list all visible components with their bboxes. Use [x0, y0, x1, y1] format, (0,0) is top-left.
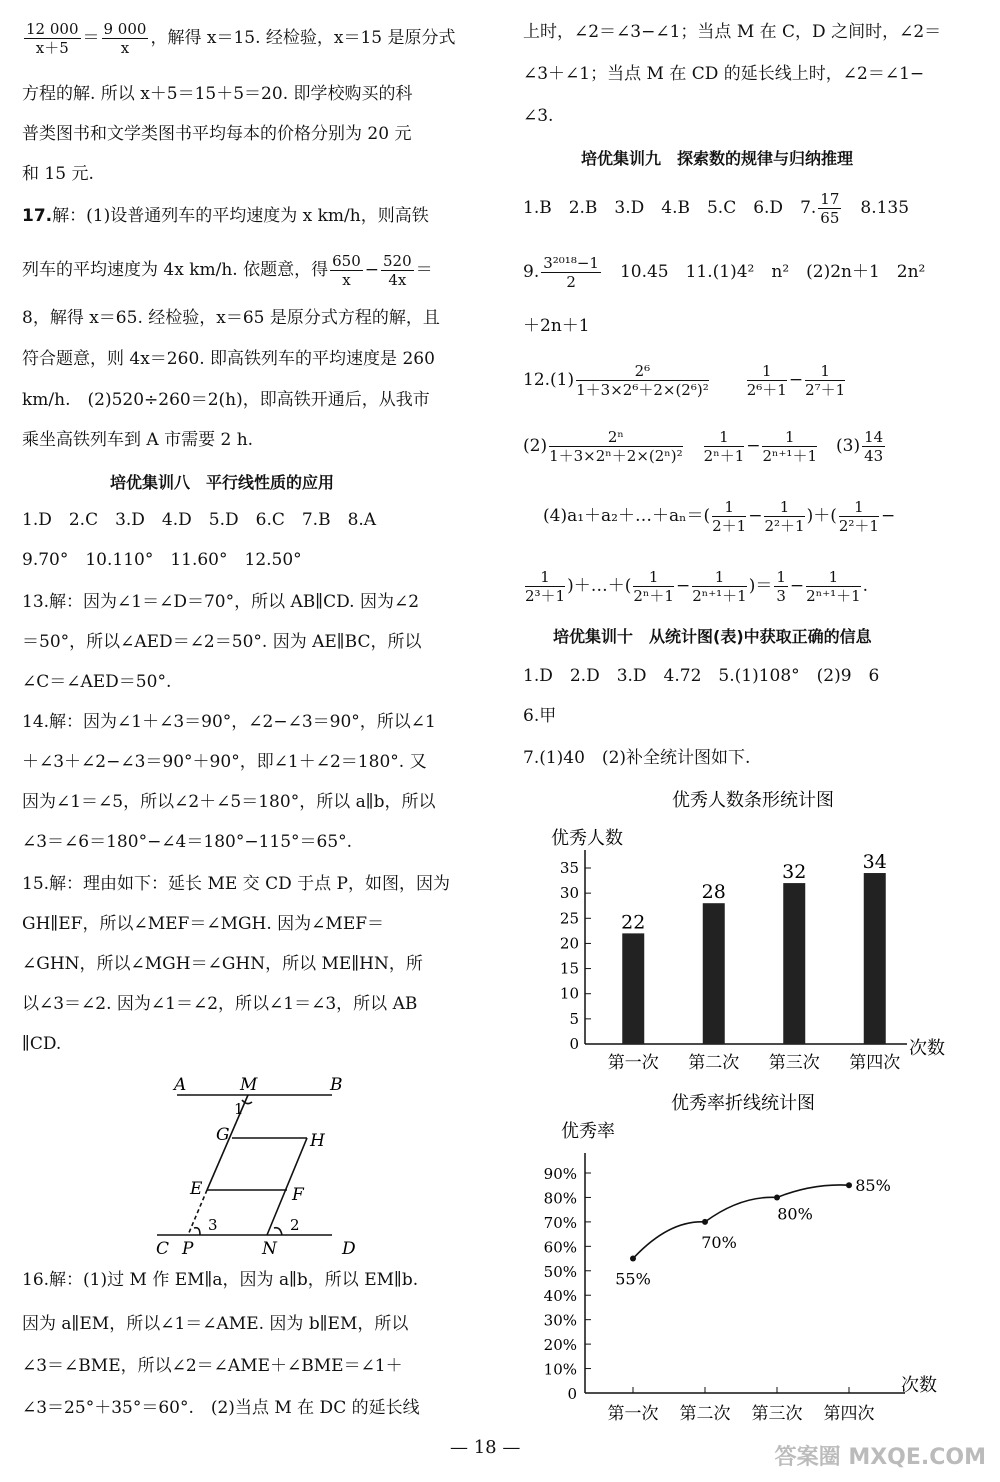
- answer-line: 6.甲: [523, 706, 557, 726]
- fraction: $\frac{\text{3²⁰¹⁸−1}}{2}$: [543, 254, 599, 291]
- text-line: 上时，∠2＝∠3−∠1；当点 M 在 C，D 之间时，∠2＝: [523, 22, 942, 42]
- point-label-p: P: [182, 1239, 194, 1259]
- y-tick-label: 0: [567, 1385, 577, 1403]
- q12-line: (2) $\frac{\text{2ⁿ}}{\text{1＋3×2ⁿ＋2×(2ⁿ)²}}$ $\frac{1}{\text{2ⁿ＋1}}$ − $\frac{1}{\text{2ⁿ⁺¹＋1}}$ (3) $\frac{14}{43}$: [523, 428, 884, 465]
- y-axis-label: 优秀率: [561, 1121, 615, 1142]
- fraction: $\frac{1}{\text{2ⁿ＋1}}$: [703, 428, 745, 465]
- fraction: $\frac{9 000}{x}$: [103, 20, 147, 57]
- parallel-lines-figure: [152, 1070, 372, 1260]
- y-tick-label: 5: [569, 1009, 579, 1028]
- y-tick-label: 0: [569, 1035, 579, 1053]
- q15-line: ∥CD.: [22, 1034, 62, 1054]
- chart-title: 优秀率折线统计图: [671, 1093, 815, 1114]
- angle-label-1: 1: [234, 1100, 244, 1118]
- bar: [783, 883, 805, 1044]
- y-axis-label: 优秀人数: [551, 828, 623, 849]
- x-tick-label: 第三次: [751, 1404, 803, 1424]
- x-tick-label: 第二次: [688, 1053, 740, 1073]
- x-tick-label: 第四次: [849, 1053, 901, 1073]
- y-tick-label: 80%: [543, 1189, 577, 1208]
- q15-line: 以∠3＝∠2. 因为∠1＝∠2，所以∠1＝∠3，所以 AB: [22, 994, 418, 1014]
- fraction: $\frac{1}{\text{2²＋1}}$: [764, 498, 805, 535]
- data-point: [702, 1219, 708, 1225]
- y-tick-label: 70%: [543, 1213, 577, 1232]
- x-tick-label: 第一次: [607, 1053, 659, 1073]
- bar: [622, 933, 644, 1044]
- fraction: $\frac{1}{\text{2²＋1}}$: [838, 498, 879, 535]
- answer-line: 1.D 2.C 3.D 4.D 5.D 6.C 7.B 8.A: [22, 510, 377, 530]
- bar-value-label: 34: [862, 851, 887, 874]
- fraction: $\frac{1}{\text{2ⁿ⁺¹＋1}}$: [762, 428, 817, 465]
- y-tick-label: 20%: [543, 1336, 577, 1355]
- bar-value-label: 28: [701, 881, 726, 904]
- bar: [864, 873, 886, 1044]
- y-tick-label: 25: [559, 909, 579, 928]
- y-tick-label: 35: [559, 859, 579, 877]
- section-heading-9: 培优集训九 探索数的规律与归纳推理: [581, 149, 854, 168]
- data-label: 55%: [615, 1269, 651, 1289]
- q13-line: 13.解：因为∠1＝∠D＝70°，所以 AB∥CD. 因为∠2: [22, 592, 420, 612]
- bar-value-label: 32: [782, 861, 807, 884]
- q17-line: km/h. (2)520÷260＝2(h)，即高铁开通后，从我市: [22, 390, 430, 410]
- fraction: $\frac{12 000}{x+5}$: [26, 20, 79, 57]
- section-heading-10: 培优集训十 从统计图(表)中获取正确的信息: [553, 627, 872, 646]
- x-axis-label: 次数: [901, 1375, 937, 1396]
- data-point: [630, 1256, 636, 1262]
- data-label: 70%: [701, 1232, 737, 1252]
- section-heading-8: 培优集训八 平行线性质的应用: [110, 473, 335, 492]
- q14-line: 因为∠1＝∠5，所以∠2＋∠5＝180°，所以 a∥b，所以: [22, 792, 436, 812]
- q14-line: ∠3＝∠6＝180°−∠4＝180°−115°＝65°.: [22, 832, 353, 852]
- angle-2-arc: [274, 1228, 282, 1235]
- q16-line: 因为 a∥EM，所以∠1＝∠AME. 因为 b∥EM，所以: [22, 1314, 409, 1334]
- x-tick-label: 第二次: [679, 1404, 731, 1424]
- angle-3-arc: [194, 1228, 200, 1235]
- answer-line: 7.(1)40 (2)补全统计图如下.: [523, 748, 751, 768]
- point-label-m: M: [240, 1075, 258, 1095]
- x-tick-label: 第四次: [823, 1404, 875, 1424]
- q14-line: ＋∠3＋∠2−∠3＝90°＋90°，即∠1＋∠2＝180°. 又: [22, 752, 427, 772]
- text-line: ∠3.: [523, 106, 554, 126]
- y-tick-label: 30: [559, 884, 579, 903]
- text-line: 方程的解. 所以 x＋5＝15＋5＝20. 即学校购买的科: [22, 84, 413, 104]
- point-label-h: H: [310, 1131, 325, 1151]
- q16-line: ∠3＝∠BME，所以∠2＝∠AME＋∠BME＝∠1＋: [22, 1356, 403, 1376]
- answer-line: 1.D 2.D 3.D 4.72 5.(1)108° (2)9 6: [523, 666, 880, 686]
- y-tick-label: 90%: [543, 1165, 577, 1183]
- page-number: — 18 —: [450, 1437, 521, 1458]
- fraction: $\frac{1}{\text{2³＋1}}$: [525, 568, 566, 605]
- q16-answer-continued: $\frac{12 000}{x+5}$ ＝ $\frac{9 000}{x}$ ，解得 x＝15. 经检验，x＝15 是原分式: [26, 20, 456, 57]
- bar-value-label: 22: [621, 911, 646, 934]
- text-line: ∠3＋∠1；当点 M 在 CD 的延长线上时，∠2＝∠1−: [523, 64, 925, 84]
- answer-line: ＋2n＋1: [523, 316, 590, 336]
- q14-line: 14.解：因为∠1＋∠3＝90°，∠2−∠3＝90°，所以∠1: [22, 712, 436, 732]
- q17-line: 8，解得 x＝65. 经检验，x＝65 是原分式方程的解，且: [22, 308, 440, 328]
- answer-line: 9.70° 10.110° 11.60° 12.50°: [22, 550, 302, 570]
- q17-line: 17.解：(1)设普通列车的平均速度为 x km/h，则高铁: [22, 206, 429, 226]
- q15-line: GH∥EF，所以∠MEF＝∠MGH. 因为∠MEF＝: [22, 914, 385, 934]
- q12-line: (4)a₁＋a₂＋…＋aₙ＝( $\frac{1}{2+1}$ − $\frac{1}{\text{2²＋1}}$ )＋( $\frac{1}{\text{2²＋1}}$ −: [543, 498, 896, 535]
- fraction: $\frac{1}{\text{2ⁿ⁺¹＋1}}$: [692, 568, 747, 605]
- fraction: $\frac{1}{3}$: [776, 568, 786, 605]
- fraction: $\frac{\text{2⁶}}{\text{1＋3×2⁶＋2×(2⁶)²}}$: [576, 362, 709, 399]
- answer-line: 9. $\frac{\text{3²⁰¹⁸−1}}{2}$ 10.45 11.(1)4² n² (2)2n＋1 2n²: [523, 254, 926, 291]
- fraction: $\frac{1}{\text{2⁶＋1}}$: [746, 362, 787, 399]
- q15-line: ∠GHN，所以∠MGH＝∠GHN，所以 ME∥HN，所: [22, 954, 423, 974]
- bar: [703, 903, 725, 1044]
- point-label-a: A: [174, 1075, 187, 1095]
- fraction: $\frac{650}{x}$: [332, 252, 361, 289]
- y-tick-label: 10%: [543, 1360, 577, 1379]
- point-label-g: G: [216, 1125, 230, 1145]
- angle-label-2: 2: [290, 1216, 300, 1234]
- fraction: $\frac{1}{\text{2ⁿ⁺¹＋1}}$: [806, 568, 861, 605]
- text-line: 普类图书和文学类图书平均每本的价格分别为 20 元: [22, 124, 412, 144]
- chart-title: 优秀人数条形统计图: [672, 790, 834, 811]
- q16-line: 16.解：(1)过 M 作 EM∥a，因为 a∥b，所以 EM∥b.: [22, 1270, 419, 1290]
- data-point: [846, 1182, 852, 1188]
- fraction: $\frac{1}{2+1}$: [712, 498, 747, 535]
- data-point: [774, 1194, 780, 1200]
- answer-line: 1.B 2.B 3.D 4.B 5.C 6.D 7. $\frac{17}{65}$ 8.135: [523, 190, 910, 227]
- x-tick-label: 第一次: [607, 1404, 659, 1424]
- y-tick-label: 15: [559, 959, 579, 978]
- q15-line: 15.解：理由如下：延长 ME 交 CD 于点 P，如图，因为: [22, 874, 450, 894]
- y-tick-label: 30%: [543, 1311, 577, 1330]
- q12-line: $\frac{1}{\text{2³＋1}}$ )＋…＋( $\frac{1}{\text{2ⁿ＋1}}$ − $\frac{1}{\text{2ⁿ⁺¹＋1}}$ )＝ $\frac{1}{3}$ − $\frac{1}{\text{2ⁿ⁺¹＋1}}$ .: [525, 568, 869, 605]
- x-axis-label: 次数: [909, 1038, 945, 1059]
- line-chart: [523, 1085, 983, 1440]
- point-label-d: D: [342, 1239, 356, 1259]
- y-tick-label: 40%: [543, 1287, 577, 1306]
- fraction: $\frac{\text{2ⁿ}}{\text{1＋3×2ⁿ＋2×(2ⁿ)²}}$: [549, 428, 683, 465]
- data-label: 85%: [855, 1176, 891, 1196]
- q17-line: 列车的平均速度为 4x km/h. 依题意，得 $\frac{650}{x}$ − $\frac{520}{4x}$ ＝: [22, 252, 433, 289]
- point-label-n: N: [262, 1239, 277, 1259]
- bar-chart: [523, 782, 983, 1080]
- y-tick-label: 20: [559, 934, 579, 953]
- x-tick-label: 第三次: [768, 1053, 820, 1073]
- fraction: $\frac{17}{65}$: [820, 190, 840, 227]
- point-label-c: C: [156, 1239, 170, 1259]
- q13-line: ＝50°，所以∠AED＝∠2＝50°. 因为 AE∥BC，所以: [22, 632, 422, 652]
- fraction: $\frac{14}{43}$: [864, 428, 884, 465]
- point-label-b: B: [330, 1075, 343, 1095]
- text-line: 和 15 元.: [22, 164, 94, 184]
- fraction: $\frac{1}{\text{2⁷＋1}}$: [805, 362, 846, 399]
- fraction: $\frac{520}{4x}$: [383, 252, 412, 289]
- angle-label-3: 3: [208, 1216, 218, 1234]
- fraction: $\frac{1}{\text{2ⁿ＋1}}$: [633, 568, 674, 605]
- q17-line: 符合题意，则 4x＝260. 即高铁列车的平均速度是 260: [22, 349, 435, 369]
- series-line: [633, 1185, 849, 1259]
- q17-line: 乘坐高铁列车到 A 市需要 2 h.: [22, 430, 254, 450]
- y-tick-label: 60%: [543, 1238, 577, 1257]
- q13-line: ∠C＝∠AED＝50°.: [22, 672, 172, 692]
- q16-line: ∠3＝25°＋35°＝60°. (2)当点 M 在 DC 的延长线: [22, 1398, 420, 1418]
- point-label-e: E: [190, 1179, 203, 1199]
- y-tick-label: 50%: [543, 1262, 577, 1281]
- watermark: 答案圈 MXQE.COM: [774, 1445, 986, 1470]
- q12-line: 12.(1) $\frac{\text{2⁶}}{\text{1＋3×2⁶＋2×(2⁶)²}}$ $\frac{1}{\text{2⁶＋1}}$ − $\frac{1}{\text{2⁷＋1}}$: [523, 362, 846, 399]
- y-tick-label: 10: [559, 984, 579, 1003]
- point-label-f: F: [292, 1185, 304, 1205]
- data-label: 80%: [777, 1204, 813, 1224]
